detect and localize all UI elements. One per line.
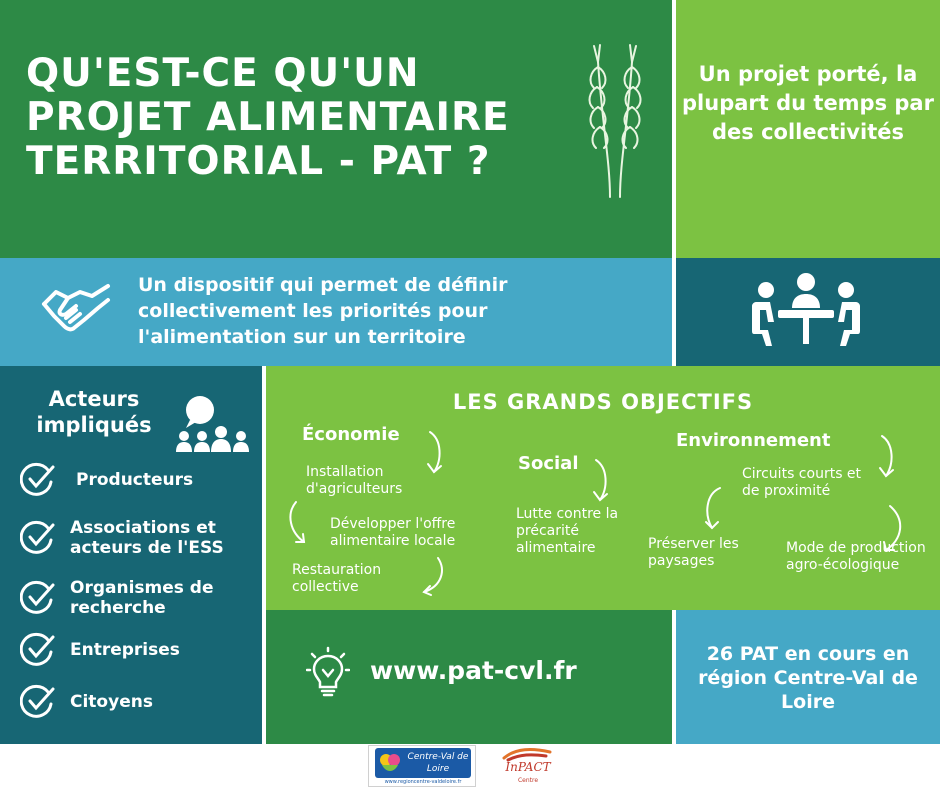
- actors-title: Acteurs impliqués: [36, 387, 152, 437]
- impact-logo-sub: Centre: [517, 777, 539, 784]
- people-chat-icon: [174, 394, 254, 454]
- actor-item: [20, 520, 260, 556]
- arrow-icon: [876, 434, 900, 480]
- check-icon: [20, 632, 56, 668]
- objective-item: Préserver les paysages: [648, 536, 739, 569]
- arrow-icon: [880, 504, 906, 554]
- check-icon: [20, 520, 56, 556]
- region-logo: [368, 745, 476, 787]
- objective-item: Installation d'agriculteurs: [306, 464, 403, 497]
- actor-label: Citoyens: [70, 692, 153, 712]
- actor-label: Organismes de recherche: [70, 578, 214, 618]
- objective-item: Lutte contre la précarité alimentaire: [516, 506, 619, 556]
- impact-logo-name: InPACT: [505, 760, 551, 774]
- arrow-icon: [288, 500, 312, 546]
- objective-item: Mode de production agro-écologique: [786, 540, 926, 573]
- title-line: PROJET ALIMENTAIRE: [26, 95, 510, 140]
- objective-item: Restauration collective: [292, 562, 382, 595]
- arrow-icon: [424, 430, 448, 476]
- definition-text: Un dispositif qui permet de définir collectivement les priorités pour l'alimentation sur un territoire: [138, 274, 508, 348]
- meeting-icon: [748, 270, 864, 350]
- side-box-text: Un projet porté, la plupart du temps par des collectivités: [682, 62, 934, 144]
- region-logo-badge: [375, 748, 471, 778]
- actor-label: Associations et acteurs de l'ESS: [70, 518, 224, 558]
- pat-count-text: 26 PAT en cours en région Centre-Val de Loire: [698, 643, 918, 713]
- check-icon: [20, 684, 56, 720]
- objectives-title: LES GRANDS OBJECTIFS: [452, 390, 754, 414]
- category-economie: Économie: [302, 424, 400, 445]
- check-icon: [20, 462, 56, 498]
- arrow-icon: [590, 458, 614, 504]
- website-link[interactable]: www.pat-cvl.fr: [370, 656, 577, 685]
- actor-label: Entreprises: [70, 640, 180, 660]
- region-logo-name: Centre-Val de Loire: [407, 752, 469, 774]
- lightbulb-icon: [306, 646, 350, 700]
- actor-label: Producteurs: [76, 470, 194, 490]
- region-logo-icon: [378, 751, 402, 775]
- title-line: TERRITORIAL - PAT ?: [26, 139, 491, 184]
- category-social: Social: [518, 453, 579, 474]
- actor-item: [20, 462, 193, 498]
- arrow-icon: [702, 486, 726, 532]
- category-environnement: Environnement: [676, 430, 831, 451]
- check-icon: [20, 580, 56, 616]
- region-logo-url: www.regioncentre-valdeloire.fr: [384, 779, 462, 785]
- actor-item: [20, 580, 260, 616]
- handshake-icon: [40, 282, 112, 340]
- impact-logo: [488, 744, 568, 788]
- objective-item: Développer l'offre alimentaire locale: [330, 516, 456, 549]
- actor-item: [20, 632, 180, 668]
- objective-item: Circuits courts et de proximité: [742, 466, 862, 499]
- actor-item: [20, 684, 153, 720]
- page-title: [26, 52, 586, 184]
- title-line: QU'EST-CE QU'UN: [26, 51, 420, 96]
- arrow-icon: [416, 556, 446, 596]
- wheat-icon: [580, 42, 650, 202]
